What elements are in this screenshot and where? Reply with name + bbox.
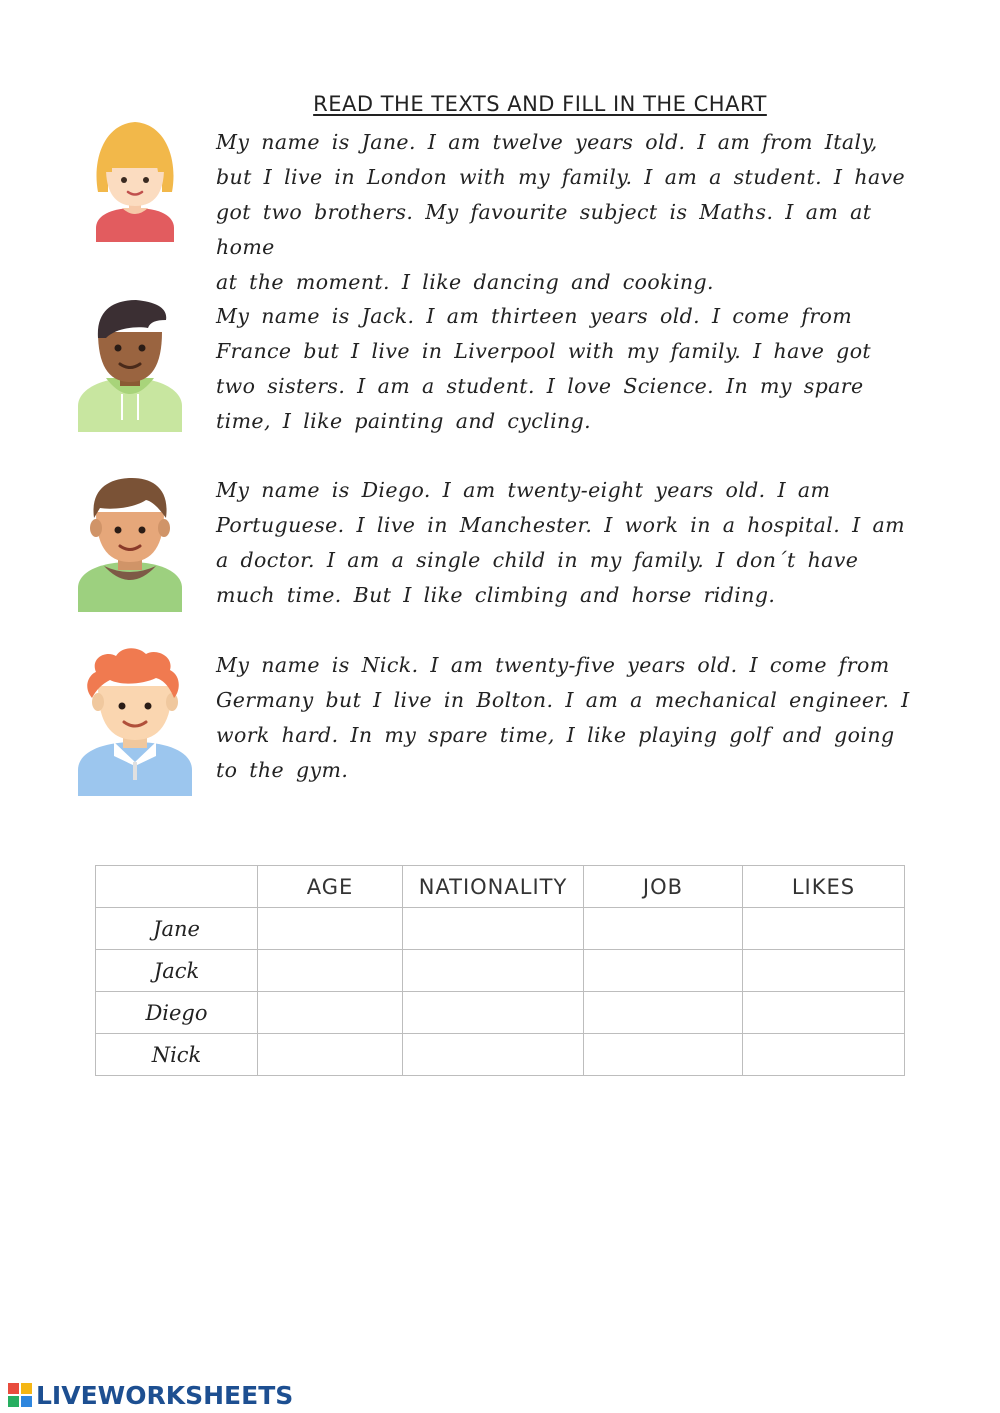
chart-header-likes: LIKES xyxy=(743,866,905,908)
boy-dark-hoodie-avatar-icon xyxy=(76,298,184,434)
nick-text xyxy=(216,648,916,788)
text-line: work hard. In my spare time, I like playing golf and going xyxy=(216,723,895,747)
cell-jack-age[interactable] xyxy=(258,950,403,992)
row-name-jane: Jane xyxy=(96,908,258,950)
chart-header-nationality: NATIONALITY xyxy=(403,866,584,908)
table-row xyxy=(96,908,905,950)
cell-nick-age[interactable] xyxy=(258,1034,403,1076)
text-line: a doctor. I am a single child in my family. I don´t have xyxy=(216,548,859,572)
table-row xyxy=(96,992,905,1034)
cell-jack-nationality[interactable] xyxy=(403,950,584,992)
cell-nick-job[interactable] xyxy=(584,1034,743,1076)
cell-diego-age[interactable] xyxy=(258,992,403,1034)
table-row xyxy=(96,950,905,992)
chart-header-empty xyxy=(96,866,258,908)
cell-diego-nationality[interactable] xyxy=(403,992,584,1034)
chart-header-job: JOB xyxy=(584,866,743,908)
text-line: My name is Jack. I am thirteen years old. I come from xyxy=(216,304,853,328)
cell-jane-age[interactable] xyxy=(258,908,403,950)
chart-header-row xyxy=(96,866,905,908)
cell-jane-likes[interactable] xyxy=(743,908,905,950)
cell-diego-job[interactable] xyxy=(584,992,743,1034)
chart-header-age: AGE xyxy=(258,866,403,908)
table-row xyxy=(96,1034,905,1076)
row-name-nick: Nick xyxy=(96,1034,258,1076)
girl-blonde-avatar-icon xyxy=(92,120,178,244)
text-line: Portuguese. I live in Manchester. I work in a hospital. I am xyxy=(216,513,905,537)
man-red-hair-avatar-icon xyxy=(76,646,194,798)
man-brown-hair-avatar-icon xyxy=(76,474,184,614)
text-line: to the gym. xyxy=(216,758,349,782)
cell-nick-nationality[interactable] xyxy=(403,1034,584,1076)
cell-jane-nationality[interactable] xyxy=(403,908,584,950)
text-line: much time. But I like climbing and horse riding. xyxy=(216,583,776,607)
footer-brand-text: LIVEWORKSHEETS xyxy=(36,1380,294,1410)
text-line: My name is Diego. I am twenty-eight years old. I am xyxy=(216,478,831,502)
cell-jack-likes[interactable] xyxy=(743,950,905,992)
text-line: at the moment. I like dancing and cooking. xyxy=(216,270,714,294)
text-line: but I live in London with my family. I am a student. I have xyxy=(216,165,906,189)
text-line: two sisters. I am a student. I love Science. In my spare xyxy=(216,374,864,398)
cell-jane-job[interactable] xyxy=(584,908,743,950)
cell-jack-job[interactable] xyxy=(584,950,743,992)
text-line: My name is Nick. I am twenty-five years old. I come from xyxy=(216,653,890,677)
row-name-diego: Diego xyxy=(96,992,258,1034)
footer-brand xyxy=(8,1380,293,1410)
text-line: My name is Jane. I am twelve years old. I am from Italy, xyxy=(216,130,878,154)
worksheet-title: READ THE TEXTS AND FILL IN THE CHART xyxy=(313,92,767,116)
text-line: got two brothers. My favourite subject is Maths. I am at home xyxy=(216,200,872,259)
cell-nick-likes[interactable] xyxy=(743,1034,905,1076)
text-line: Germany but I live in Bolton. I am a mechanical engineer. I xyxy=(216,688,910,712)
text-line: time, I like painting and cycling. xyxy=(216,409,592,433)
fill-in-chart xyxy=(95,865,905,1076)
liveworksheets-logo-icon xyxy=(8,1383,32,1407)
text-line: France but I live in Liverpool with my family. I have got xyxy=(216,339,872,363)
row-name-jack: Jack xyxy=(96,950,258,992)
jane-text xyxy=(216,125,916,300)
cell-diego-likes[interactable] xyxy=(743,992,905,1034)
jack-text xyxy=(216,299,916,439)
diego-text xyxy=(216,473,916,613)
